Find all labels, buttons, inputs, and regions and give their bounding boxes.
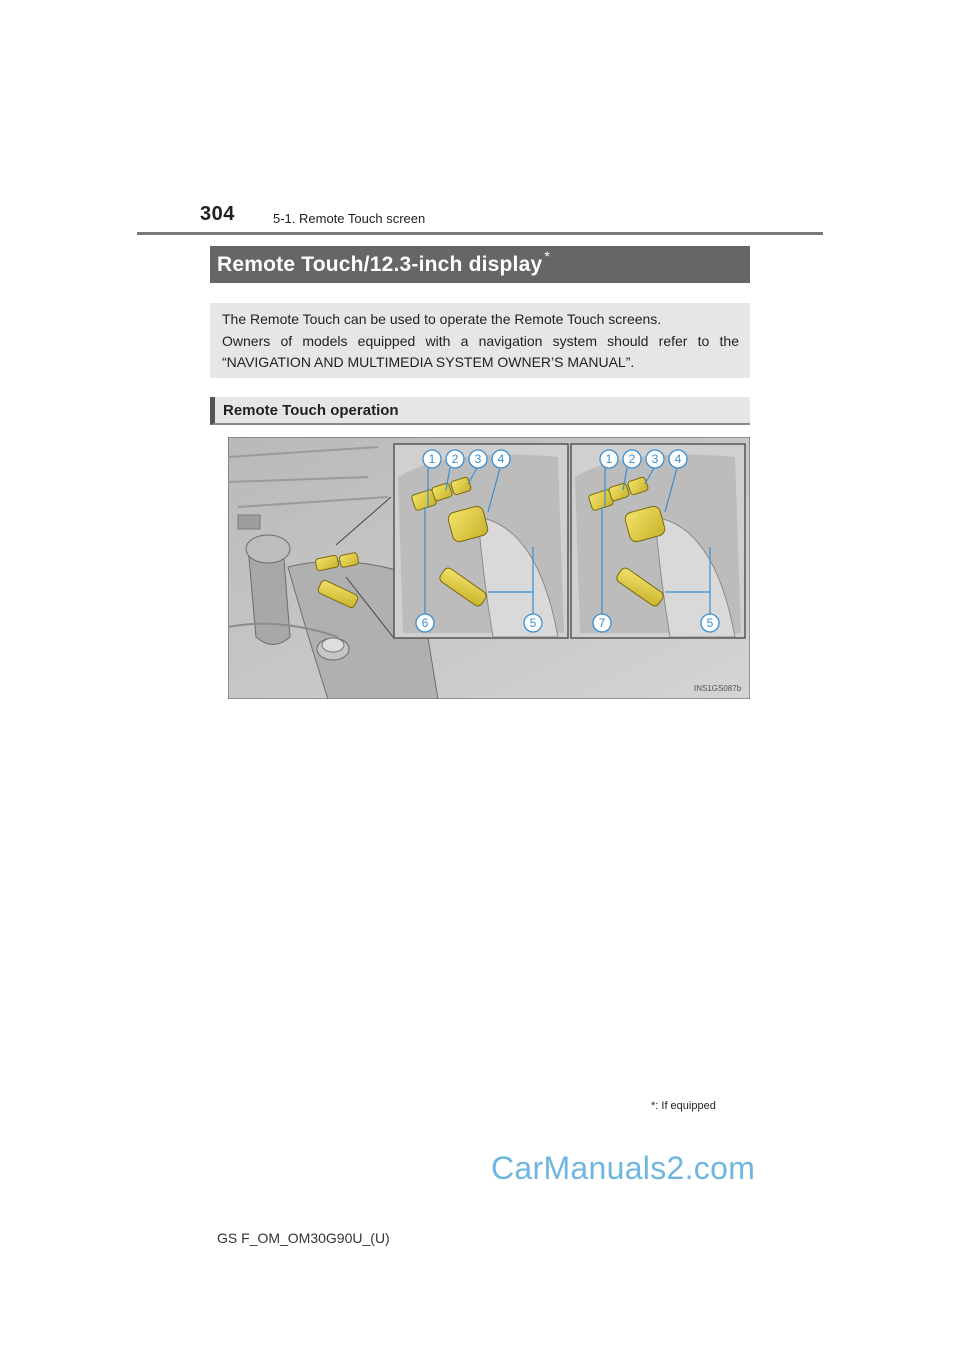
title-bar: [210, 246, 750, 283]
callout-right-3: [646, 450, 664, 468]
footnote-text: : If equipped: [655, 1100, 716, 1112]
svg-text:1: 1: [428, 452, 436, 466]
page-title: Remote Touch/12.3-inch display: [217, 252, 543, 276]
svg-text:3: 3: [651, 452, 659, 466]
svg-text:7: 7: [598, 616, 606, 630]
document-code: GS F_OM_OM30G90U_(U): [217, 1230, 390, 1246]
callout-right-2: [623, 450, 641, 468]
footnote-marker: *: [651, 1100, 656, 1112]
callout-left-1: [423, 450, 441, 468]
svg-text:4: 4: [497, 452, 505, 466]
svg-text:4: 4: [674, 452, 682, 466]
svg-text:1: 1: [605, 452, 613, 466]
inset-left: [394, 444, 568, 638]
intro-line-1: The Remote Touch can be used to operate the Remote Touch screens.: [222, 311, 662, 327]
callout-right-5: [701, 614, 719, 632]
callout-left-3: [469, 450, 487, 468]
svg-text:2: 2: [628, 452, 636, 466]
svg-text:2: 2: [451, 452, 459, 466]
section-label: 5-1. Remote Touch screen: [273, 211, 426, 226]
svg-text:5: 5: [529, 616, 537, 630]
svg-text:3: 3: [474, 452, 482, 466]
header-rule: [137, 232, 823, 235]
page-number: 304: [200, 203, 235, 225]
inset-right: [571, 444, 745, 638]
image-code: INS1GS087b: [694, 684, 742, 693]
svg-text:5: 5: [706, 616, 714, 630]
subsection-bar: [210, 397, 750, 425]
intro-line-2: Owners of models equipped with a navigation system should refer to the: [222, 332, 739, 349]
equipped-marker: *: [544, 247, 550, 264]
callout-right-4: [669, 450, 687, 468]
watermark-logo: CarManuals2.com: [491, 1150, 756, 1186]
intro-box: [210, 303, 750, 378]
subsection-title: Remote Touch operation: [223, 401, 399, 419]
footnote: [651, 1100, 716, 1112]
intro-line-3: “NAVIGATION AND MULTIMEDIA SYSTEM OWNER’S MANUAL”.: [222, 354, 635, 370]
remote-touch-figure: [228, 437, 750, 699]
callout-right-7: [593, 614, 611, 632]
svg-text:6: 6: [421, 616, 429, 630]
callout-left-4: [492, 450, 510, 468]
callout-left-2: [446, 450, 464, 468]
remote-touch-illustration: [228, 437, 750, 699]
callout-left-5: [524, 614, 542, 632]
callout-right-1: [600, 450, 618, 468]
callout-left-6: [416, 614, 434, 632]
